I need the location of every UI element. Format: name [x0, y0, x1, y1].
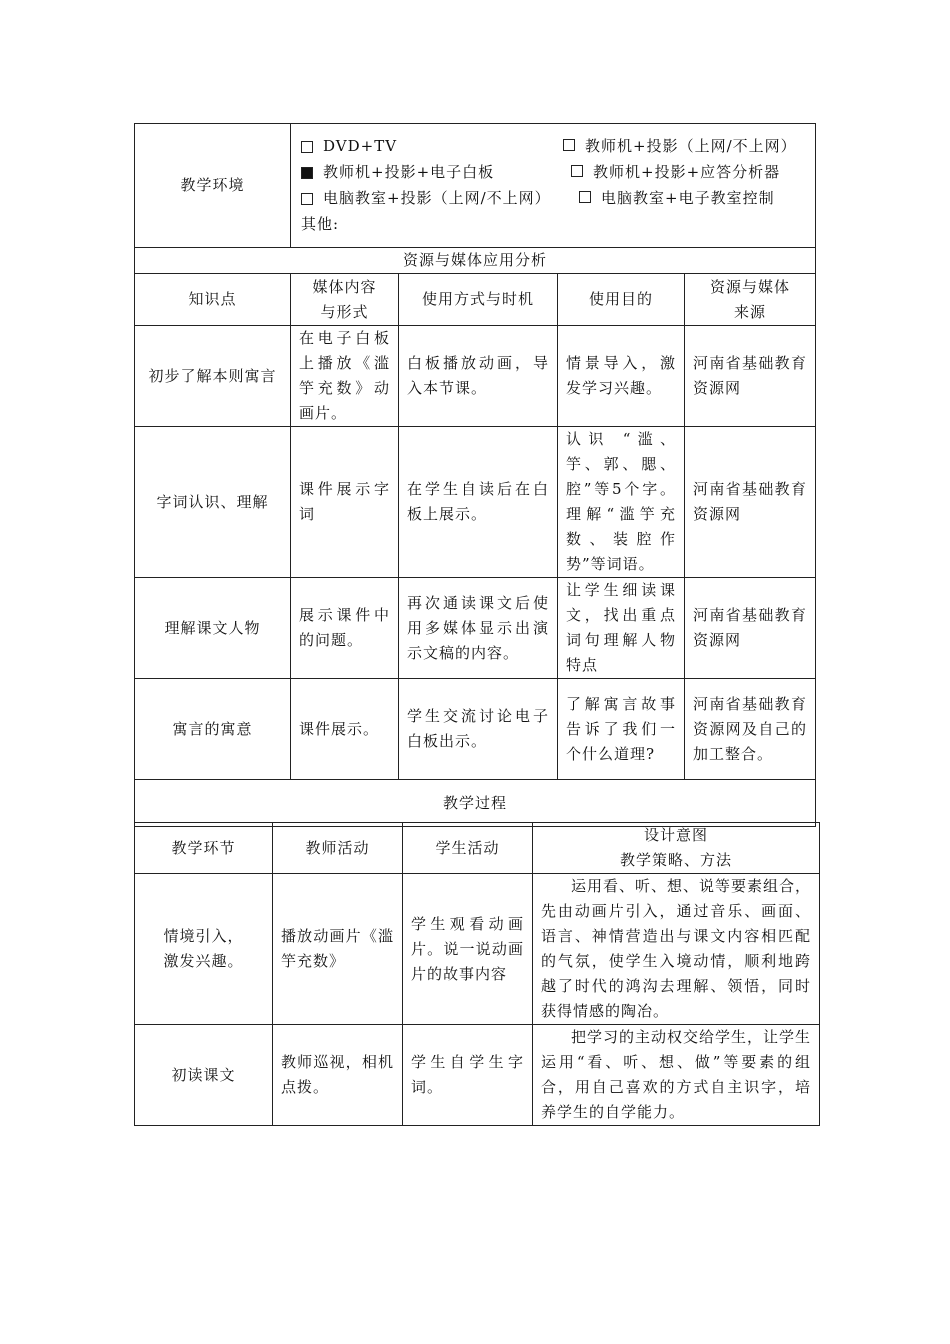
header-purpose: 使用目的	[558, 274, 685, 326]
cell-source: 河南省基础教育资源网	[685, 578, 816, 679]
cell-content: 课件展示字词	[291, 427, 399, 578]
cell-content: 课件展示。	[291, 679, 399, 780]
resource-row	[135, 326, 816, 427]
checkbox-icon	[301, 141, 313, 153]
process-row	[135, 1025, 820, 1126]
header-design	[533, 823, 820, 874]
cell-point: 初步了解本则寓言	[135, 326, 291, 427]
checkbox-checked-icon	[301, 167, 313, 179]
resource-row	[135, 679, 816, 780]
cell-student: 学生自学生字词。	[403, 1025, 533, 1126]
cell-purpose: 认识 “滥、竽、郭、腮、腔”等5个字。理解“滥竽充数、装腔作势”等词语。	[558, 427, 685, 578]
cell-stage: 初读课文	[135, 1025, 273, 1126]
header-stage: 教学环节	[135, 823, 273, 874]
cell-purpose: 让学生细读课文，找出重点词句理解人物特点	[558, 578, 685, 679]
resource-row	[135, 427, 816, 578]
resource-table	[134, 123, 816, 827]
cell-usage: 再次通读课文后使用多媒体显示出演示文稿的内容。	[399, 578, 558, 679]
env-other-label: 其他:	[301, 215, 340, 233]
header-design-subtitle: 教学策略、方法	[619, 851, 732, 869]
process-title-row	[135, 780, 816, 827]
env-option-whiteboard[interactable]: 教师机+投影+电子白板	[301, 160, 563, 185]
cell-purpose: 情景导入，激发学习兴趣。	[558, 326, 685, 427]
cell-stage: 情境引入， 激发兴趣。	[135, 874, 273, 1025]
env-option-computer-lab-net[interactable]: 电脑教室+投影（上网/不上网）	[301, 186, 579, 211]
resource-title-row	[135, 248, 816, 274]
process-title: 教学过程	[135, 780, 816, 827]
cell-source: 河南省基础教育资源网及自己的加工整合。	[685, 679, 816, 780]
resource-title: 资源与媒体应用分析	[135, 248, 816, 274]
cell-content: 展示课件中的问题。	[291, 578, 399, 679]
environment-row	[135, 124, 816, 248]
cell-point: 字词认识、理解	[135, 427, 291, 578]
header-teacher: 教师活动	[273, 823, 403, 874]
env-option-computer-lab-control[interactable]: 电脑教室+电子教室控制	[579, 186, 775, 211]
checkbox-icon	[301, 193, 313, 205]
header-source: 资源与媒体 来源	[685, 274, 816, 326]
cell-usage: 学生交流讨论电子白板出示。	[399, 679, 558, 780]
cell-teacher: 播放动画片《滥竽充数》	[273, 874, 403, 1025]
header-media-content: 媒体内容 与形式	[291, 274, 399, 326]
cell-source: 河南省基础教育资源网	[685, 326, 816, 427]
cell-purpose: 了解寓言故事告诉了我们一个什么道理?	[558, 679, 685, 780]
environment-line	[301, 134, 807, 160]
header-design-title: 设计意图	[643, 826, 708, 844]
cell-student: 学生观看动画片。说一说动画片的故事内容	[403, 874, 533, 1025]
checkbox-icon	[579, 191, 591, 203]
cell-point: 寓言的寓意	[135, 679, 291, 780]
cell-usage: 白板播放动画，导入本节课。	[399, 326, 558, 427]
environment-line	[301, 186, 807, 212]
cell-point: 理解课文人物	[135, 578, 291, 679]
process-row	[135, 874, 820, 1025]
resource-row	[135, 578, 816, 679]
cell-content: 在电子白板上播放《滥竽充数》动画片。	[291, 326, 399, 427]
header-usage: 使用方式与时机	[399, 274, 558, 326]
checkbox-icon	[571, 165, 583, 177]
environment-label: 教学环境	[135, 124, 291, 248]
process-table	[134, 822, 820, 1126]
checkbox-icon	[563, 139, 575, 151]
resource-header-row	[135, 274, 816, 326]
env-option-dvd[interactable]: DVD+TV	[301, 134, 563, 159]
cell-usage: 在学生自读后在白板上展示。	[399, 427, 558, 578]
header-knowledge-point: 知识点	[135, 274, 291, 326]
process-header-row	[135, 823, 820, 874]
cell-design: 运用看、听、想、说等要素组合，先由动画片引入，通过音乐、画面、语言、神情营造出与课文内容相匹配的气氛，使学生入境动情，顺利地跨越了时代的鸿沟去理解、领悟，同时获得情感的陶冶。	[533, 874, 820, 1025]
cell-design: 把学习的主动权交给学生，让学生运用“看、听、想、做”等要素的组合，用自己喜欢的方式自主识字，培养学生的自学能力。	[533, 1025, 820, 1126]
env-option-response-analyzer[interactable]: 教师机+投影+应答分析器	[571, 160, 780, 185]
header-student: 学生活动	[403, 823, 533, 874]
cell-source: 河南省基础教育资源网	[685, 427, 816, 578]
environment-line	[301, 160, 807, 186]
env-option-projector-net[interactable]: 教师机+投影（上网/不上网）	[563, 134, 797, 159]
cell-teacher: 教师巡视，相机点拨。	[273, 1025, 403, 1126]
environment-options	[291, 124, 816, 248]
